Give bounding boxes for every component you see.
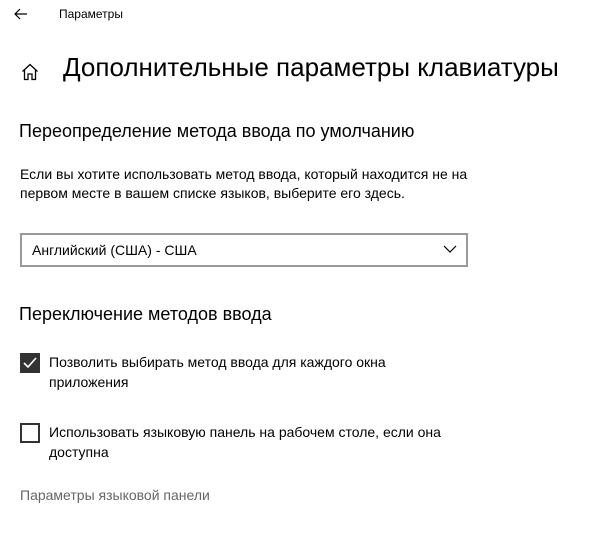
language-bar-label: Использовать языковую панель на рабочем столе, если она доступна xyxy=(49,424,441,460)
language-bar-settings-link[interactable]: Параметры языковой панели xyxy=(20,487,210,503)
dropdown-selected-value: Английский (США) - США xyxy=(32,242,197,258)
home-icon xyxy=(21,63,39,81)
app-title: Параметры xyxy=(59,7,123,21)
home-button[interactable] xyxy=(15,58,45,88)
per-app-input-label: Позволить выбирать метод ввода для каждого окна приложения xyxy=(49,354,386,390)
back-button[interactable] xyxy=(8,2,34,28)
switching-section-heading: Переключение методов ввода xyxy=(19,304,272,324)
checkmark-icon xyxy=(23,357,37,369)
language-bar-checkbox[interactable] xyxy=(20,423,40,443)
override-section-heading: Переопределение метода ввода по умолчанию xyxy=(19,121,415,141)
override-description: Если вы хотите использовать метод ввода, который находится не на первом месте в вашем списке языков, выберите его здесь. xyxy=(20,166,468,201)
chevron-down-icon xyxy=(443,244,457,254)
per-app-input-checkbox[interactable] xyxy=(20,353,40,373)
input-method-dropdown[interactable] xyxy=(20,233,468,267)
page-title: Дополнительные параметры клавиатуры xyxy=(63,52,559,82)
title-bar xyxy=(0,0,604,30)
back-arrow-icon xyxy=(14,8,28,20)
